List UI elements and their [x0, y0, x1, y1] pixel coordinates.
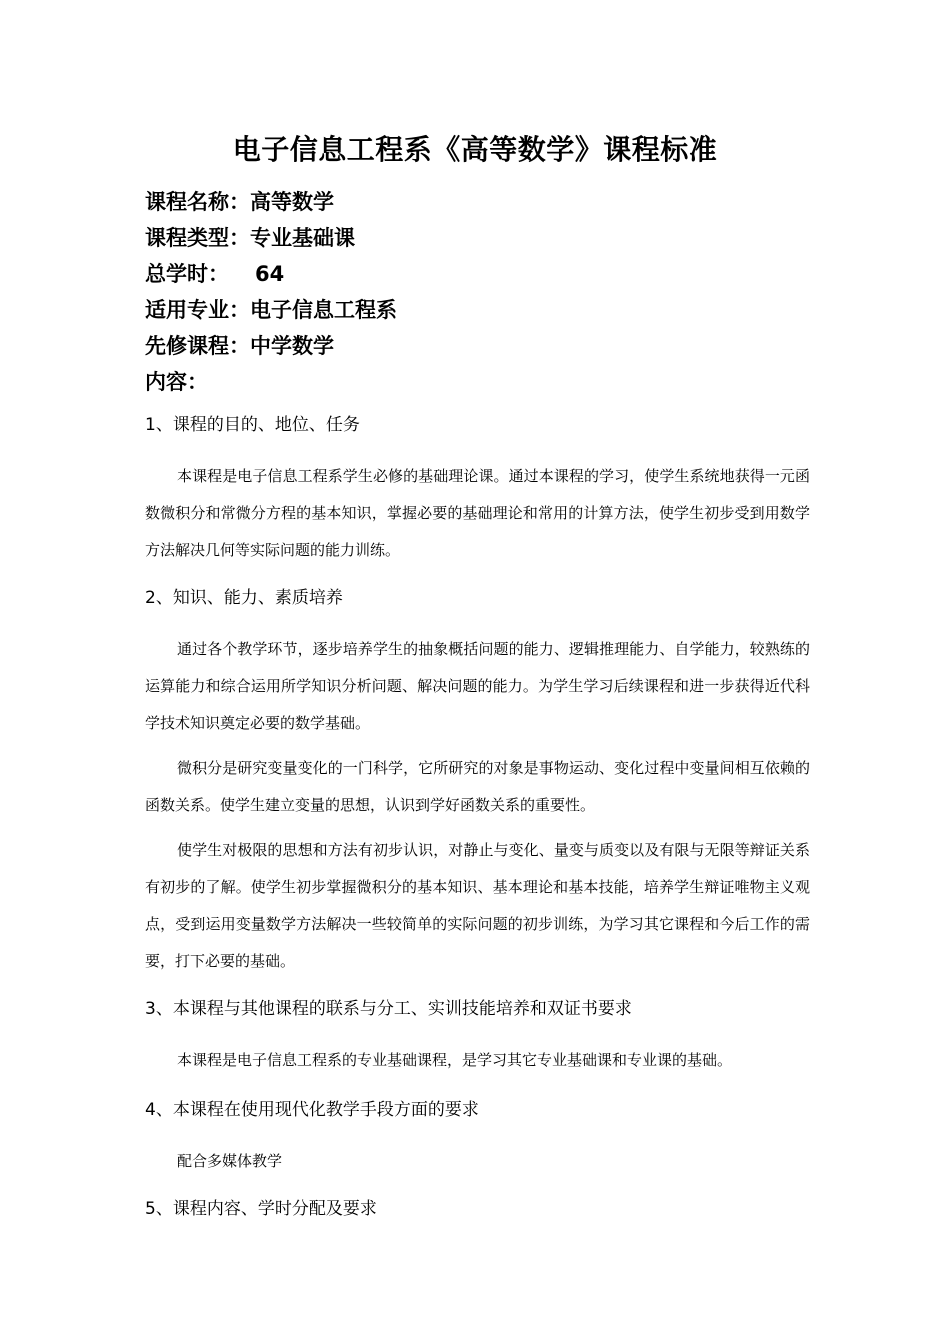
total-hours-row	[145, 256, 397, 292]
prerequisite-value: 中学数学	[250, 334, 334, 358]
section-heading: 3、本课程与其他课程的联系与分工、实训技能培养和双证书要求	[145, 999, 632, 1019]
course-name-row	[145, 184, 397, 220]
section-heading: 5、课程内容、学时分配及要求	[145, 1199, 377, 1219]
document-title: 电子信息工程系《高等数学》课程标准	[232, 133, 718, 166]
course-name-value: 高等数学	[250, 190, 334, 214]
section-heading: 4、本课程在使用现代化教学手段方面的要求	[145, 1100, 479, 1120]
total-hours-label: 总学时：	[145, 262, 229, 286]
section-heading: 2、知识、能力、素质培养	[145, 588, 343, 608]
section-heading: 1、课程的目的、地位、任务	[145, 415, 360, 435]
course-type-row	[145, 220, 397, 256]
paragraph: 本课程是电子信息工程系的专业基础课程，是学习其它专业基础课和专业课的基础。	[177, 1051, 733, 1069]
applicable-major-row	[145, 292, 397, 328]
content-label: 内容：	[145, 370, 208, 394]
applicable-major-label: 适用专业：	[145, 298, 250, 322]
course-type-label: 课程类型：	[145, 226, 250, 250]
content-row	[145, 364, 397, 400]
document-body	[145, 412, 810, 1222]
paragraph: 微积分是研究变量变化的一门科学，它所研究的对象是事物运动、变化过程中变量间相互依赖的函数关系。使学生建立变量的思想，认识到学好函数关系的重要性。	[145, 759, 810, 814]
paragraph: 使学生对极限的思想和方法有初步认识，对静止与变化、量变与质变以及有限与无限等辩证关系有初步的了解。使学生初步掌握微积分的基本知识、基本理论和基本技能，培养学生辩证唯物主义观点，受到运用变量数学方法解决一些较简单的实际问题的初步训练，为学习其它课程和今后工作的需要，打下必要的基础。	[145, 841, 810, 970]
course-type-value: 专业基础课	[250, 226, 355, 250]
prerequisite-label: 先修课程：	[145, 334, 250, 358]
total-hours-value: 64	[255, 262, 285, 286]
applicable-major-value: 电子信息工程系	[250, 298, 397, 322]
course-name-label: 课程名称：	[145, 190, 250, 214]
paragraph: 配合多媒体教学	[177, 1152, 283, 1170]
paragraph: 本课程是电子信息工程系学生必修的基础理论课。通过本课程的学习，使学生系统地获得一元函数微积分和常微分方程的基本知识，掌握必要的基础理论和常用的计算方法，使学生初步受到用数学方法解决几何等实际问题的能力训练。	[145, 467, 810, 559]
prerequisite-row	[145, 328, 397, 364]
course-info	[145, 184, 397, 400]
paragraph: 通过各个教学环节，逐步培养学生的抽象概括问题的能力、逻辑推理能力、自学能力，较熟练的运算能力和综合运用所学知识分析问题、解决问题的能力。为学生学习后续课程和进一步获得近代科学技术知识奠定必要的数学基础。	[145, 640, 810, 732]
